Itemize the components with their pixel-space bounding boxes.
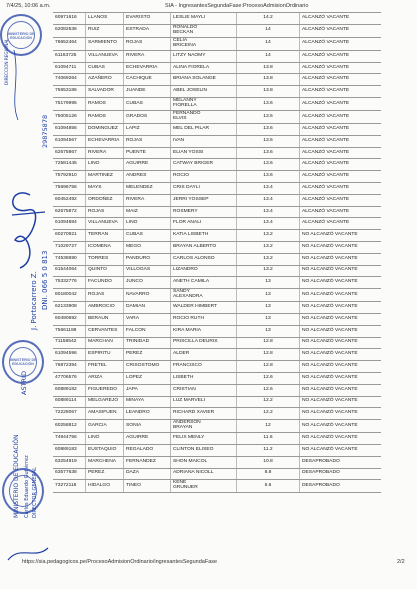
names-cell: LUZ MARVELI [171, 397, 237, 408]
first-surname-cell: ESPIRITU [86, 349, 124, 360]
second-surname-cell: CACHIQUE [124, 74, 171, 85]
table-row [53, 420, 381, 433]
score-cell: 11.6 [237, 433, 300, 444]
status-cell: NO ALCANZÓ VACANTE [302, 243, 358, 249]
names-cell: KIRA MARIA [171, 326, 237, 337]
names-cell: SANDY ALEXANDRA [171, 289, 237, 301]
table-row [53, 207, 381, 219]
second-surname-cell: ANDRES [124, 171, 171, 182]
code-cell: 75653186 [53, 86, 86, 97]
second-surname-cell: LEANDRO [124, 408, 171, 419]
names-cell: ALINA FIORELA [171, 63, 237, 74]
status-cell: ALCANZÓ VACANTE [302, 220, 350, 226]
score-cell: 13.8 [237, 74, 300, 85]
score-cell: 13 [237, 289, 300, 301]
status-cell: ALCANZÓ VACANTE [302, 52, 350, 58]
score-cell: 12.2 [237, 397, 300, 408]
names-cell: ELIAN YOSSI [171, 148, 237, 159]
table-row [53, 349, 381, 361]
code-cell: 72581445 [53, 159, 86, 170]
names-cell: WALDER HIMBERT [171, 302, 237, 313]
names-cell: ALDER [171, 349, 237, 360]
score-cell: 13.2 [237, 254, 300, 265]
table-row [53, 111, 381, 124]
second-surname-cell: MEGO [124, 242, 171, 253]
first-surname-cell: EUSTAQUIO [86, 445, 124, 456]
score-cell: 13.2 [237, 266, 300, 277]
first-surname-cell: MELGAREJO [86, 397, 124, 408]
score-cell: 14 [237, 51, 300, 62]
code-cell: 76652464 [53, 38, 86, 50]
table-row [53, 124, 381, 136]
status-cell: ALCANZÓ VACANTE [302, 173, 350, 179]
status-cell: NO ALCANZÓ VACANTE [302, 291, 358, 297]
stamp-ministry-text: MINISTERIO DE EDUCACIÓN [13, 434, 20, 518]
code-cell: 62082536 [53, 25, 86, 37]
second-surname-cell: LAPIZ [124, 124, 171, 135]
score-cell: 13.2 [237, 230, 300, 241]
second-surname-cell: RIVERA [124, 51, 171, 62]
names-cell: RONALDO BECKAN [171, 25, 237, 37]
score-cell: 13.4 [237, 183, 300, 194]
score-cell: 12 [237, 420, 300, 432]
score-cell: 12.6 [237, 373, 300, 384]
second-surname-cell: GRADOS [124, 111, 171, 123]
seal-text-top: MINISTERIO DE EDUCACIÓN [7, 32, 35, 40]
status-cell: ALCANZÓ VACANTE [302, 208, 350, 214]
code-cell: 61094596 [53, 349, 86, 360]
score-cell: 13.6 [237, 124, 300, 135]
second-surname-cell: JUNCO [124, 277, 171, 288]
names-cell: KENE GRUNUER [171, 480, 237, 492]
first-surname-cell: FACUNDO [86, 277, 124, 288]
first-surname-cell: RAMOS [86, 98, 124, 110]
first-surname-cell: AMBROCIO [86, 302, 124, 313]
score-cell: 5.6 [237, 480, 300, 492]
table-row [53, 13, 381, 25]
code-cell: 61094856 [53, 124, 86, 135]
table-row [53, 98, 381, 111]
code-cell: 61094884 [53, 218, 86, 229]
header-date: 7/4/25, 10:06 a.m. [6, 3, 51, 9]
status-cell: ALCANZÓ VACANTE [302, 27, 350, 33]
first-surname-cell: VILLANUEVA [86, 218, 124, 229]
code-cell: 62133908 [53, 302, 86, 313]
code-cell: 60270921 [53, 230, 86, 241]
names-cell: LESLIE MAYLI [171, 13, 237, 24]
table-row [53, 171, 381, 183]
score-cell: 13.6 [237, 159, 300, 170]
first-surname-cell: MAYS [86, 183, 124, 194]
status-cell: NO ALCANZÓ VACANTE [302, 410, 358, 416]
first-surname-cell: LINO [86, 159, 124, 170]
score-cell: 13.2 [237, 242, 300, 253]
score-cell: 13 [237, 302, 300, 313]
code-cell: 75179995 [53, 98, 86, 110]
code-cell: 72228067 [53, 408, 86, 419]
code-cell: 62675872 [53, 207, 86, 218]
names-cell: ROCIO RUTH [171, 314, 237, 325]
names-cell: FRANCISCO [171, 361, 237, 372]
first-surname-cell: ARIZA [86, 373, 124, 384]
first-surname-cell: QUINTO [86, 266, 124, 277]
names-cell: CRISTIAN [171, 385, 237, 396]
score-cell: 12.8 [237, 349, 300, 360]
status-cell: ALCANZÓ VACANTE [302, 125, 350, 131]
status-cell: NO ALCANZÓ VACANTE [302, 398, 358, 404]
code-cell: 75005126 [53, 111, 86, 123]
score-cell: 13.4 [237, 195, 300, 206]
first-surname-cell: AMASIFUEN [86, 408, 124, 419]
status-cell: NO ALCANZÓ VACANTE [302, 446, 358, 452]
second-surname-cell: MINAYA [124, 397, 171, 408]
first-surname-cell: ECHEVARRIA [86, 136, 124, 147]
table-row [53, 469, 381, 481]
table-row [53, 373, 381, 385]
code-cell: 74538690 [53, 254, 86, 265]
code-cell: 73272118 [53, 480, 86, 492]
score-cell: 13.8 [237, 63, 300, 74]
code-cell: 61544064 [53, 266, 86, 277]
second-surname-cell: AGUIRRE [124, 159, 171, 170]
second-surname-cell: ESTRADA [124, 25, 171, 37]
names-cell: ABEL JOSELIN [171, 86, 237, 97]
names-cell: MELANNY FIORELLA [171, 98, 237, 110]
stamp-director-name: Carlos Eduardo Gutiérrez [24, 455, 30, 518]
first-surname-cell: GARCIA [86, 420, 124, 432]
second-surname-cell: TINEO [124, 480, 171, 492]
code-cell: 61094567 [53, 136, 86, 147]
names-cell: CATWAY BRIGER [171, 159, 237, 170]
status-cell: ALCANZÓ VACANTE [302, 137, 350, 143]
first-surname-cell: RUIZ [86, 25, 124, 37]
status-cell: NO ALCANZÓ VACANTE [302, 255, 358, 261]
names-cell: ROCIO [171, 171, 237, 182]
first-surname-cell: FRETEL [86, 361, 124, 372]
score-cell: 14 [237, 25, 300, 37]
score-cell: 13.6 [237, 98, 300, 110]
score-cell: 14 [237, 38, 300, 50]
score-cell: 8.8 [237, 469, 300, 480]
names-cell: IVAN [171, 136, 237, 147]
status-cell: NO ALCANZÓ VACANTE [302, 351, 358, 357]
status-cell: ALCANZÓ VACANTE [302, 113, 350, 119]
status-cell: DESAPROBADO [302, 482, 340, 488]
code-cell: 60889183 [53, 445, 86, 456]
names-cell: FELIX MENLY [171, 433, 237, 444]
code-cell: 63254919 [53, 457, 86, 468]
second-surname-cell: PANDURO [124, 254, 171, 265]
table-row [53, 148, 381, 160]
names-cell: LISBETH [171, 373, 237, 384]
second-surname-cell: EVARISTO [124, 13, 171, 24]
status-cell: NO ALCANZÓ VACANTE [302, 315, 358, 321]
first-surname-cell: RIVERA [86, 148, 124, 159]
table-row [53, 338, 381, 350]
table-row [53, 159, 381, 171]
status-cell: ALCANZÓ VACANTE [302, 149, 350, 155]
second-surname-cell: CUBAS [124, 230, 171, 241]
score-cell: 14.2 [237, 13, 300, 24]
names-cell: CRIS DAYLI [171, 183, 237, 194]
first-surname-cell: MARTINEZ [86, 171, 124, 182]
table-row [53, 218, 381, 230]
second-surname-cell: DAZA [124, 469, 171, 480]
score-cell: 13.6 [237, 148, 300, 159]
second-surname-cell: MAIZ [124, 207, 171, 218]
code-cell: 63577638 [53, 469, 86, 480]
table-row [53, 183, 381, 195]
table-row [53, 277, 381, 289]
second-surname-cell: ROJAS [124, 136, 171, 147]
status-cell: ALCANZÓ VACANTE [302, 184, 350, 190]
first-surname-cell: AZAÑERO [86, 74, 124, 85]
code-cell: 80180042 [53, 289, 86, 301]
code-cell: 75696756 [53, 183, 86, 194]
table-row [53, 445, 381, 457]
stamp-regional-text: DIRECCIÓN REGIONAL [4, 38, 9, 85]
code-cell: 71158542 [53, 338, 86, 349]
table-row [53, 63, 381, 75]
status-cell: NO ALCANZÓ VACANTE [302, 304, 358, 310]
table-row [53, 361, 381, 373]
status-cell: ALCANZÓ VACANTE [302, 76, 350, 82]
code-cell: 60971616 [53, 13, 86, 24]
code-cell: 61094711 [53, 63, 86, 74]
names-cell: CARLOS ALONSO [171, 254, 237, 265]
table-row [53, 25, 381, 38]
names-cell: FLOR ANALI [171, 218, 237, 229]
status-cell: ALCANZÓ VACANTE [302, 40, 350, 46]
second-surname-cell: SONIA [124, 420, 171, 432]
handwritten-signature-name: J. Portocarrero Z. [30, 271, 38, 330]
status-cell: NO ALCANZÓ VACANTE [302, 435, 358, 441]
score-cell: 13.6 [237, 136, 300, 147]
table-row [53, 230, 381, 242]
names-cell: BRAYAN ALBERTO [171, 242, 237, 253]
status-cell: ALCANZÓ VACANTE [302, 196, 350, 202]
table-row [53, 385, 381, 397]
first-surname-cell: TERRAN [86, 230, 124, 241]
first-surname-cell: CUBAS [86, 63, 124, 74]
status-cell: NO ALCANZÓ VACANTE [302, 279, 358, 285]
names-cell: ADRIANA NICOLL [171, 469, 237, 480]
second-surname-cell: DAMIAN [124, 302, 171, 313]
seal-text-middle: MINISTERIO DE EDUCACIÓN [9, 358, 37, 366]
second-surname-cell: RIVERA [124, 195, 171, 206]
second-surname-cell: PEREZ [124, 349, 171, 360]
first-surname-cell: TORRES [86, 254, 124, 265]
score-cell: 13.8 [237, 86, 300, 97]
status-cell: NO ALCANZÓ VACANTE [302, 386, 358, 392]
status-cell: ALCANZÓ VACANTE [302, 14, 350, 20]
first-surname-cell: PEREZ [86, 469, 124, 480]
table-row [53, 408, 381, 420]
score-cell: 13 [237, 277, 300, 288]
status-cell: NO ALCANZÓ VACANTE [302, 374, 358, 380]
score-cell: 13.6 [237, 171, 300, 182]
status-cell: NO ALCANZÓ VACANTE [302, 363, 358, 369]
status-cell: ALCANZÓ VACANTE [302, 161, 350, 167]
names-cell: FERNANDO ELVIS [171, 111, 237, 123]
table-row [53, 86, 381, 98]
names-cell: RICHARD XAVIER [171, 408, 237, 419]
first-surname-cell: ROJAS [86, 289, 124, 301]
second-surname-cell: LINO [124, 218, 171, 229]
table-row [53, 457, 381, 469]
first-surname-cell: ICOMENA [86, 242, 124, 253]
status-cell: ALCANZÓ VACANTE [302, 64, 350, 70]
table-row [53, 302, 381, 314]
code-cell: 74944756 [53, 433, 86, 444]
footer-url: https://sia.pedagogicos.pe/ProcesoAdmisionOrdinario/ingresantesSegundaFase [22, 559, 218, 565]
second-surname-cell: JUANDE [124, 86, 171, 97]
names-cell: ANDERSON BRAYAN [171, 420, 237, 432]
second-surname-cell: FALCON [124, 326, 171, 337]
names-cell: LITZY NAOMY [171, 51, 237, 62]
score-cell: 13.4 [237, 207, 300, 218]
table-row [53, 397, 381, 409]
status-cell: DESAPROBADO [302, 470, 340, 476]
second-surname-cell: ECHEVARRIA [124, 63, 171, 74]
table-row [53, 242, 381, 254]
stamp-director-title: DIRECTOR GENERAL [32, 467, 38, 518]
names-cell: MEL DEL PILAR [171, 124, 237, 135]
first-surname-cell: MARCHENA [86, 457, 124, 468]
score-cell: 11.2 [237, 445, 300, 456]
status-cell: NO ALCANZÓ VACANTE [302, 339, 358, 345]
handwritten-name: ASTRID [20, 371, 28, 395]
names-cell: CELIA BRICEINA [171, 38, 237, 50]
status-cell: NO ALCANZÓ VACANTE [302, 267, 358, 273]
first-surname-cell: FIGUEREDO [86, 385, 124, 396]
table-row [53, 314, 381, 326]
second-surname-cell: PUENTE [124, 148, 171, 159]
first-surname-cell: LLANOS [86, 13, 124, 24]
code-cell: 60258812 [53, 420, 86, 432]
footer-page-number: 2/2 [397, 559, 405, 565]
score-cell: 13 [237, 314, 300, 325]
status-cell: ALCANZÓ VACANTE [302, 88, 350, 94]
table-row [53, 289, 381, 302]
first-surname-cell: MARCHAN [86, 338, 124, 349]
second-surname-cell: VILLOGAS [124, 266, 171, 277]
second-surname-cell: NAVARRO [124, 289, 171, 301]
names-cell: BRIANA SOLANGE [171, 74, 237, 85]
code-cell: 60452492 [53, 195, 86, 206]
header-title: SIA - IngresantesSegundaFase:ProcesoAdmisionOrdinario [165, 3, 309, 9]
status-cell: DESAPROBADO [302, 458, 340, 464]
second-surname-cell: JAPA [124, 385, 171, 396]
second-surname-cell: VARA [124, 314, 171, 325]
first-surname-cell: ORDOÑEZ [86, 195, 124, 206]
status-cell: NO ALCANZÓ VACANTE [302, 422, 358, 428]
score-cell: 13 [237, 326, 300, 337]
names-cell: LIZANDRO [171, 266, 237, 277]
score-cell: 12.2 [237, 408, 300, 419]
table-row [53, 195, 381, 207]
score-cell: 13.4 [237, 218, 300, 229]
status-cell: ALCANZÓ VACANTE [302, 100, 350, 106]
names-cell: JERRI YOSSEP [171, 195, 237, 206]
first-surname-cell: BERAUN [86, 314, 124, 325]
first-surname-cell: HIDALGO [86, 480, 124, 492]
code-cell: 75792910 [53, 171, 86, 182]
second-surname-cell: CUBAS [124, 98, 171, 110]
code-cell: 47706576 [53, 373, 86, 384]
names-cell: ROSMERY [171, 207, 237, 218]
table-row [53, 254, 381, 266]
status-cell: NO ALCANZÓ VACANTE [302, 327, 358, 333]
table-row [53, 433, 381, 445]
table-row [53, 74, 381, 86]
second-surname-cell: FERNANDEZ [124, 457, 171, 468]
table-row [53, 326, 381, 338]
table-row [53, 266, 381, 278]
code-cell: 71029727 [53, 242, 86, 253]
score-cell: 12.8 [237, 338, 300, 349]
table-row [53, 480, 381, 493]
table-row [53, 136, 381, 148]
code-cell: 60490692 [53, 314, 86, 325]
score-cell: 12.8 [237, 361, 300, 372]
score-cell: 12.6 [237, 385, 300, 396]
names-cell: ANETH CAMILA [171, 277, 237, 288]
first-surname-cell: SARMIENTO [86, 38, 124, 50]
second-surname-cell: AGUIRRE [124, 433, 171, 444]
names-cell: KATIA LISBETH [171, 230, 237, 241]
code-cell: 76872394 [53, 361, 86, 372]
score-cell: 13.6 [237, 111, 300, 123]
names-cell: CLINTON ELISEO [171, 445, 237, 456]
names-cell: SHON MAICOL [171, 457, 237, 468]
code-cell: 74069264 [53, 74, 86, 85]
table-row [53, 38, 381, 51]
second-surname-cell: REGALADO [124, 445, 171, 456]
second-surname-cell: MELENDEZ [124, 183, 171, 194]
first-surname-cell: ROJAS [86, 207, 124, 218]
results-table [53, 12, 381, 557]
code-cell: 61163725 [53, 51, 86, 62]
table-row [53, 51, 381, 63]
first-surname-cell: RAMOS [86, 111, 124, 123]
second-surname-cell: TRINIDAD [124, 338, 171, 349]
second-surname-cell: CRISOSTOMO [124, 361, 171, 372]
code-cell: 60889114 [53, 397, 86, 408]
handwritten-number: 29875878 [41, 114, 49, 148]
first-surname-cell: SALVADOR [86, 86, 124, 97]
first-surname-cell: CERVANTES [86, 326, 124, 337]
code-cell: 62675867 [53, 148, 86, 159]
handwritten-dni: DNI. 066 5 0 813 [41, 250, 49, 310]
first-surname-cell: DOMINGUEZ [86, 124, 124, 135]
first-surname-cell: VILLANUEVA [86, 51, 124, 62]
status-cell: NO ALCANZÓ VACANTE [302, 232, 358, 238]
second-surname-cell: ROJAS [124, 38, 171, 50]
score-cell: 10.8 [237, 457, 300, 468]
code-cell: 60889182 [53, 385, 86, 396]
code-cell: 75661198 [53, 326, 86, 337]
names-cell: PRISCILLA DEURIS [171, 338, 237, 349]
second-surname-cell: LOPEZ [124, 373, 171, 384]
first-surname-cell: LINO [86, 433, 124, 444]
code-cell: 75332776 [53, 277, 86, 288]
